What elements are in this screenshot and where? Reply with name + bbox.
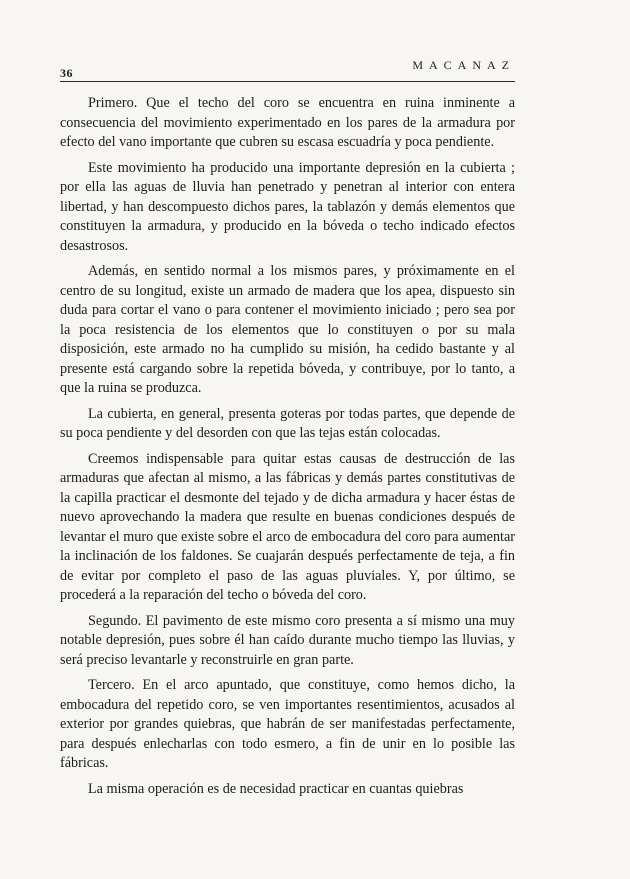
paragraph-armado: Además, en sentido normal a los mismos pares, y próximamente en el centro de su longitud, existe un armado de madera que los apea, dispuesto sin duda para cortar el vano o para contener el movimiento iniciado ; pero sea por la poca resistencia de los elementos que lo constituyen o por su mala disposición, este armado no ha cumplido su misión, ha cedido bastante y al presente está cargando sobre la repetida bóveda, y contribuye, por lo tanto, a que la ruina se produzca. (60, 263, 515, 396)
header-rule (60, 81, 515, 82)
running-title: MACANAZ (412, 58, 515, 72)
paragraph-misma-operacion: La misma operación es de necesidad practicar en cuantas quiebras (88, 780, 464, 797)
page-number: 36 (60, 66, 73, 80)
paragraph-primero: Primero. Que el techo del coro se encuentra en ruina inminente a consecuencia del movimiento experimentado en los pares de la armadura por efecto del vano importante que cubren su escasa escuadría y poca pendiente. (60, 95, 515, 150)
paragraph-tercero: Tercero. En el arco apuntado, que constituye, como hemos dicho, la embocadura del repetido coro, se ven importantes resentimientos, acusados al exterior por grandes quiebras, que habrán de ser manifestadas perfectamente, para después enlecharlas con todo esmero, a fin de unir en lo posible las fábricas. (60, 677, 515, 771)
paragraph-creemos: Creemos indispensable para quitar estas causas de destrucción de las armaduras que afectan al mismo, a las fábricas y demás partes constitutivas de la capilla practicar el desmonte del tejado y de dicha armadura y hacer éstas de nuevo aprovechando la madera que resulte en buenas condiciones después de levantar el muro que existe sobre el arco de embocadura del coro para aumentar la inclinación de los faldones. Se cuajarán después perfectamente de teja, a fin de evitar por completo el paso de las aguas pluviales. Y, por último, se procederá a la reparación del techo o bóveda del coro. (60, 450, 515, 603)
paragraph-cubierta: La cubierta, en general, presenta goteras por todas partes, que depende de su poca pendiente y del desorden con que las tejas están colocadas. (60, 405, 515, 441)
paragraph-segundo: Segundo. El pavimento de este mismo coro presenta a sí mismo una muy notable depresión, pues sobre él han caído durante mucho tiempo las lluvias, y será preciso levantarle y reconstruirle en gran parte. (60, 612, 515, 668)
body-text (60, 94, 515, 799)
page-header (60, 54, 515, 82)
paragraph-movimiento: Este movimiento ha producido una importante depresión en la cubierta ; por ella las aguas de lluvia han penetrado y penetran al interior con entera libertad, y han descompuesto dichos pares, la tablazón y demás elementos que constituyen la armadura, y producido en la bóveda o techo indicado efectos desastrosos. (60, 159, 515, 254)
